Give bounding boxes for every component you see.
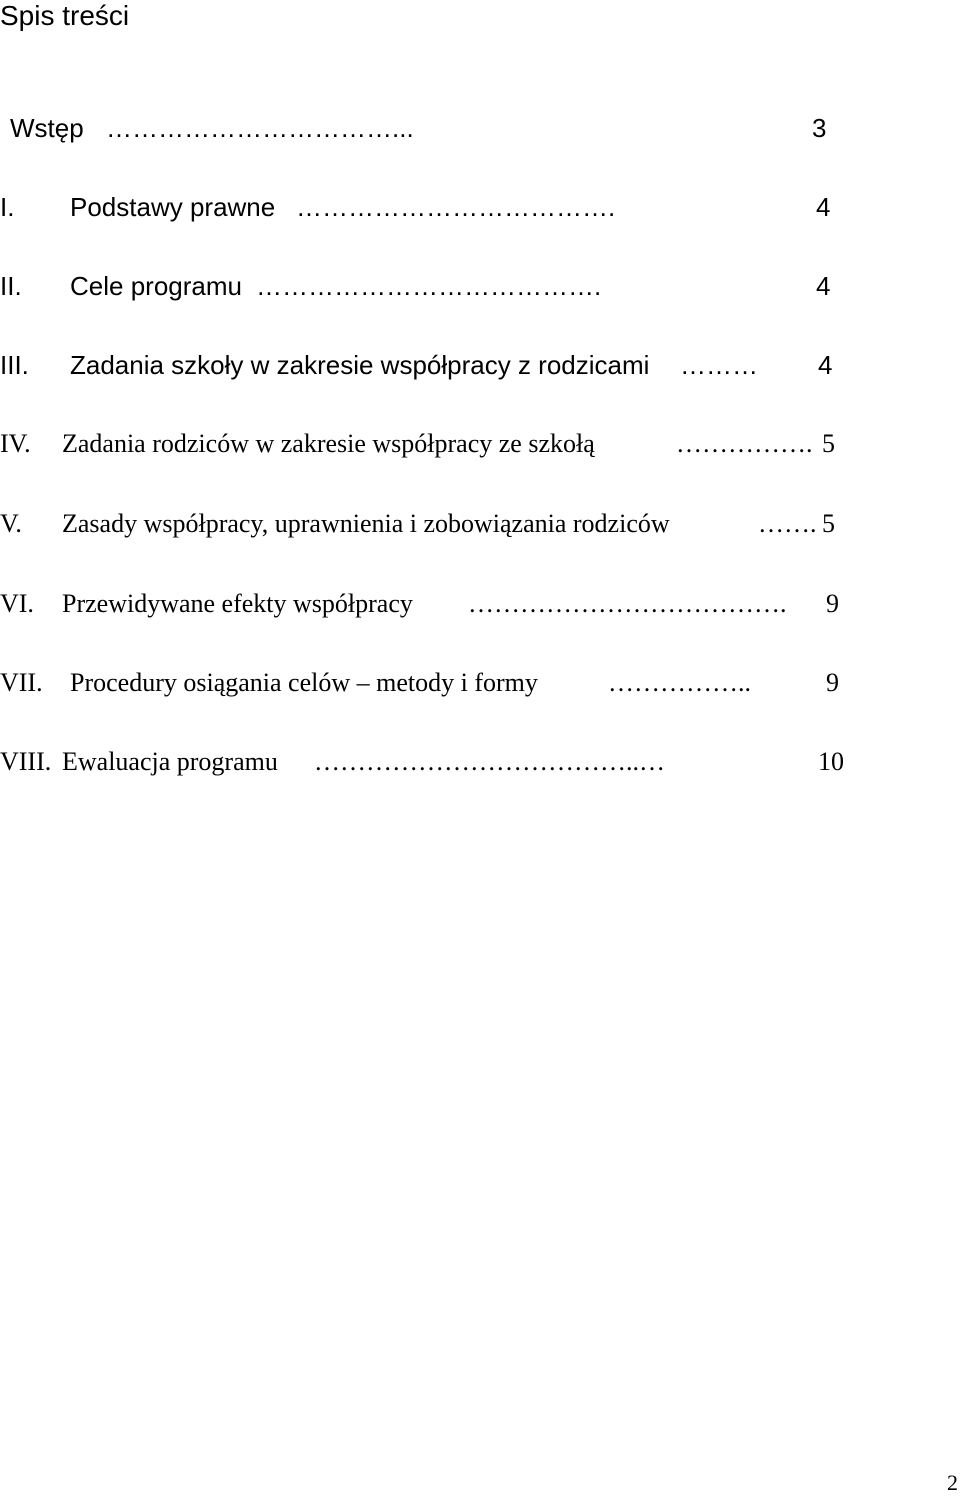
toc-entry-leader: ………………………………. <box>468 589 787 618</box>
toc-entry-leader: ……………. <box>676 429 813 458</box>
toc-entry-page: 10 <box>818 747 844 776</box>
toc-entry-number: I. <box>0 192 15 222</box>
toc-entry-leader: ……… <box>680 350 758 380</box>
toc-entry-number: IV. <box>0 429 31 458</box>
toc-heading: Spis treści <box>0 0 130 31</box>
toc-entry-number: III. <box>0 350 29 380</box>
toc-entry-page: 4 <box>816 192 831 222</box>
toc-entry-page: 5 <box>822 429 835 458</box>
toc-entry-leader: ……. <box>758 509 817 538</box>
page-number: 2 <box>947 1470 958 1495</box>
toc-entry-title: Wstęp <box>10 113 84 143</box>
toc-entry-title: Zadania szkoły w zakresie współpracy z rodzicami <box>70 350 650 380</box>
toc-entry-page: 5 <box>822 509 835 538</box>
toc-entry-title: Procedury osiągania celów – metody i formy <box>70 668 538 697</box>
toc-entry-title: Cele programu <box>70 271 242 301</box>
toc-entry-title: Ewaluacja programu <box>62 747 278 776</box>
toc-entry-title: Podstawy prawne <box>70 192 276 222</box>
toc-entry-page: 3 <box>812 113 827 143</box>
toc-entry-number: VI. <box>0 589 34 618</box>
toc-entry-leader: ……………………………... <box>106 113 414 143</box>
toc-entry-title: Zadania rodziców w zakresie współpracy ze szkołą <box>62 429 595 458</box>
toc-entry-page: 9 <box>826 589 839 618</box>
toc-entry-title: Przewidywane efekty współpracy <box>62 589 413 618</box>
toc-entry-number: II. <box>0 271 22 301</box>
toc-entry-leader: ………………………………..… <box>314 747 665 776</box>
toc-entry-leader: ………………………………. <box>296 192 616 222</box>
toc-entry-leader: …………….. <box>608 668 751 697</box>
toc-entry-number: VIII. <box>0 747 52 776</box>
toc-entry-title: Zasady współpracy, uprawnienia i zobowiązania rodziców <box>62 509 670 538</box>
toc-entry-page: 4 <box>818 350 833 380</box>
toc-entry-page: 9 <box>826 668 839 697</box>
toc-entry-leader: …………………………………. <box>256 271 602 301</box>
toc-entry-number: V. <box>0 509 22 538</box>
toc-entry-number: VII. <box>0 668 43 697</box>
toc-entry-page: 4 <box>816 271 831 301</box>
